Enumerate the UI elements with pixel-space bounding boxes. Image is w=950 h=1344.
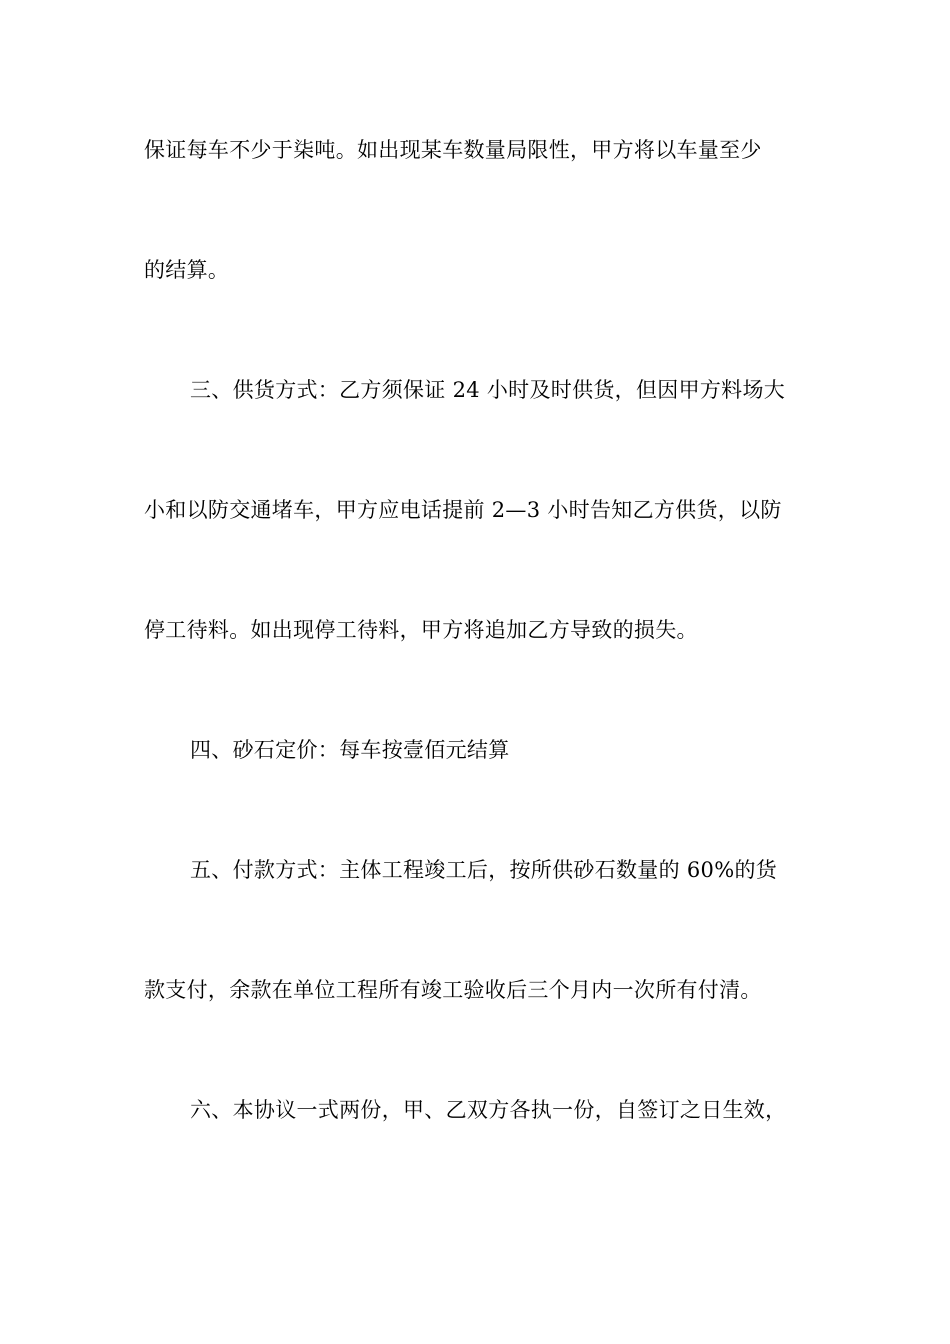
paragraph-line: 停工待料。如出现停工待料，甲方将追加乙方导致的损失。: [144, 618, 698, 642]
clause-five-line: 五、付款方式：主体工程竣工后，按所供砂石数量的 60%的货: [190, 858, 778, 882]
clause-four-line: 四、砂石定价：每车按壹佰元结算: [190, 738, 510, 762]
paragraph-line: 保证每车不少于柒吨。如出现某车数量局限性，甲方将以车量至少: [144, 138, 762, 162]
clause-three-line: 三、供货方式：乙方须保证 24 小时及时供货，但因甲方料场大: [190, 378, 786, 402]
paragraph-line: 款支付，余款在单位工程所有竣工验收后三个月内一次所有付清。: [144, 978, 762, 1002]
clause-six-line: 六、本协议一式两份，甲、乙双方各执一份，自签订之日生效，: [190, 1098, 787, 1122]
paragraph-line: 的结算。: [144, 258, 230, 282]
paragraph-line: 小和以防交通堵车，甲方应电话提前 2—3 小时告知乙方供货，以防: [144, 498, 782, 522]
